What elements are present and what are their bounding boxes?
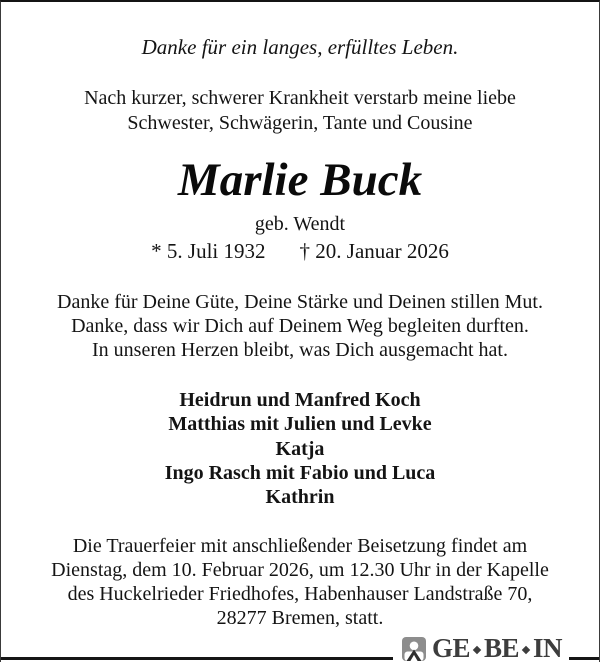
logo-part: BE	[483, 633, 519, 662]
logo-separator-diamond	[522, 645, 530, 653]
birth-date: * 5. Juli 1932	[151, 239, 266, 263]
intro-paragraph	[1, 86, 599, 136]
mourner-line: Kathrin	[265, 486, 335, 509]
mourners-list	[1, 388, 599, 509]
life-dates	[1, 238, 599, 265]
funeral-info-line: 28277 Bremen, statt.	[216, 607, 384, 629]
death-date: † 20. Januar 2026	[299, 239, 449, 263]
deceased-name: Marlie Buck	[177, 154, 423, 206]
mourner-line: Heidrun und Manfred Koch	[179, 389, 421, 411]
logo-separator-diamond	[473, 645, 481, 653]
mourner-line: Ingo Rasch mit Fabio und Luca	[164, 461, 436, 484]
gebein-logotype	[432, 635, 562, 662]
tribute-paragraph	[1, 291, 599, 362]
gebein-figure-icon	[402, 637, 426, 661]
tribute-line: In unseren Herzen bleibt, was Dich ausgemacht hat.	[92, 338, 508, 361]
logo-part: GE	[431, 633, 470, 662]
intro-line: Schwester, Schwägerin, Tante und Cousine	[127, 112, 473, 134]
intro-line: Nach kurzer, schwerer Krankheit verstarb meine liebe	[84, 87, 516, 109]
maiden-name: geb. Wendt	[254, 213, 346, 235]
funeral-info-paragraph	[1, 534, 599, 630]
funeral-info-line: Dienstag, dem 10. Februar 2026, um 12.30 Uhr in der Kapelle	[51, 559, 549, 581]
mourner-line: Katja	[275, 437, 325, 460]
logo-part: IN	[532, 633, 562, 662]
mourner-line: Matthias mit Julien und Levke	[168, 413, 432, 436]
epitaph-headline: Danke für ein langes, erfülltes Leben.	[141, 35, 459, 59]
tribute-line: Danke für Deine Güte, Deine Stärke und Deinen stillen Mut.	[57, 291, 543, 313]
funeral-info-line: Die Trauerfeier mit anschließender Beisetzung findet am	[72, 535, 528, 557]
gebein-logo	[393, 626, 569, 662]
tribute-line: Danke, dass wir Dich auf Deinem Weg begleiten durften.	[71, 314, 529, 337]
funeral-info-line: des Huckelrieder Friedhofes, Habenhauser Landstraße 70,	[67, 583, 533, 605]
